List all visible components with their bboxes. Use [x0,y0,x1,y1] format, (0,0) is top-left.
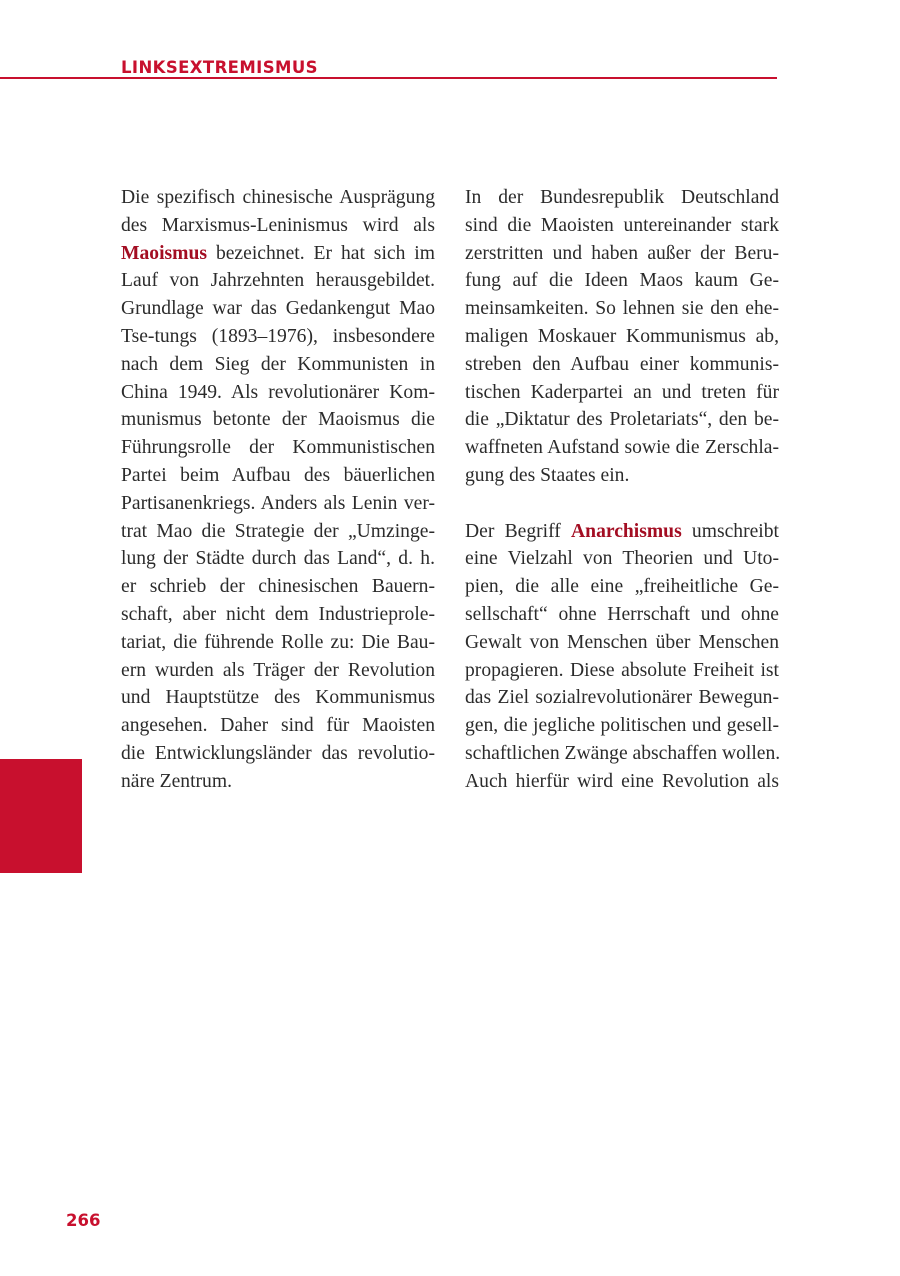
text-line: Lauf von Jahrzehnten herausgebildet. [121,270,435,292]
text-line: Die spezifisch chinesische Ausprägung [121,187,435,208]
text-line: Partisanenkriegs. Anders als Lenin ver- [121,492,435,514]
right-column [465,184,779,796]
text-line: angesehen. Daher sind für Maoisten [121,715,435,737]
text-line: er schrieb der chinesischen Bauern- [121,576,435,598]
text-line: Grundlage war das Gedankengut Mao [121,298,435,320]
text-line: gen, die jegliche politischen und gesell- [465,715,779,737]
text-line: tariat, die führende Rolle zu: Die Bau- [121,631,435,653]
text-line: tischen Kaderpartei an und treten für [465,381,779,403]
text-line: schaftlichen Zwänge abschaffen wollen. [465,742,781,764]
text-line: sellschaft“ ohne Herrschaft und ohne [465,603,779,625]
text-line: gung des Staates ein. [465,464,630,486]
text-line [465,518,779,546]
text-line: nach dem Sieg der Kommunisten in [121,353,435,375]
text-line [121,240,435,268]
running-header: LINKSEXTREMISMUS [121,58,318,77]
header-rule [0,77,777,79]
text-line: In der Bundesrepublik Deutschland [465,187,779,208]
chapter-marker-block [0,759,82,873]
text-line: meinsamkeiten. So lehnen sie den ehe- [465,298,779,320]
text-line: munismus betonte der Maoismus die [121,409,435,431]
text-line: Gewalt von Menschen über Menschen [465,631,779,653]
text-line: des Marxismus-Leninismus wird als [121,214,435,236]
text-line-pre: Der Begriff [465,520,572,542]
text-line-rest: bezeichnet. Er hat sich im [207,242,435,264]
text-line: lung der Städte durch das Land“, d. h. [121,548,435,570]
text-line: Auch hierfür wird eine Revolution als [465,770,779,792]
text-line: ern wurden als Träger der Revolution [121,659,435,681]
text-line: trat Mao die Strategie der „Umzinge- [121,520,435,542]
left-column [121,184,435,796]
text-line: pien, die alle eine „freiheitliche Ge- [465,576,779,598]
text-line: sind die Maoisten untereinander stark [465,214,779,236]
text-line: maligen Moskauer Kommunismus ab, [465,325,779,347]
text-line: das Ziel sozialrevolutionärer Bewegun- [465,687,779,709]
paragraph-gap [465,490,779,518]
text-line: China 1949. Als revolutionärer Kom- [121,381,435,403]
text-line: propagieren. Diese absolute Freiheit ist [465,659,779,681]
text-line: fung auf die Ideen Maos kaum Ge- [465,270,779,292]
text-line: streben den Aufbau einer kommunis- [465,353,779,375]
text-line: zerstritten und haben außer der Beru- [465,242,779,264]
term-maoismus: Maoismus [121,242,208,264]
text-line-rest: umschreibt [681,520,779,542]
text-line: eine Vielzahl von Theorien und Uto- [465,548,779,570]
text-line: Tse-tungs (1893–1976), insbesondere [121,325,435,347]
page-number: 266 [66,1211,101,1230]
text-line: die Entwicklungsländer das revolutio- [121,742,435,764]
text-line: die „Diktatur des Proletariats“, den be- [465,409,779,431]
text-line: schaft, aber nicht dem Industrieprole- [121,603,435,625]
text-line: und Hauptstütze des Kommunismus [121,687,435,709]
text-line: Partei beim Aufbau des bäuerlichen [121,464,435,486]
term-anarchismus: Anarchismus [571,520,682,542]
text-line: Führungsrolle der Kommunistischen [121,437,435,459]
text-line: waffneten Aufstand sowie die Zerschla- [465,437,779,459]
text-line: näre Zentrum. [121,770,232,792]
